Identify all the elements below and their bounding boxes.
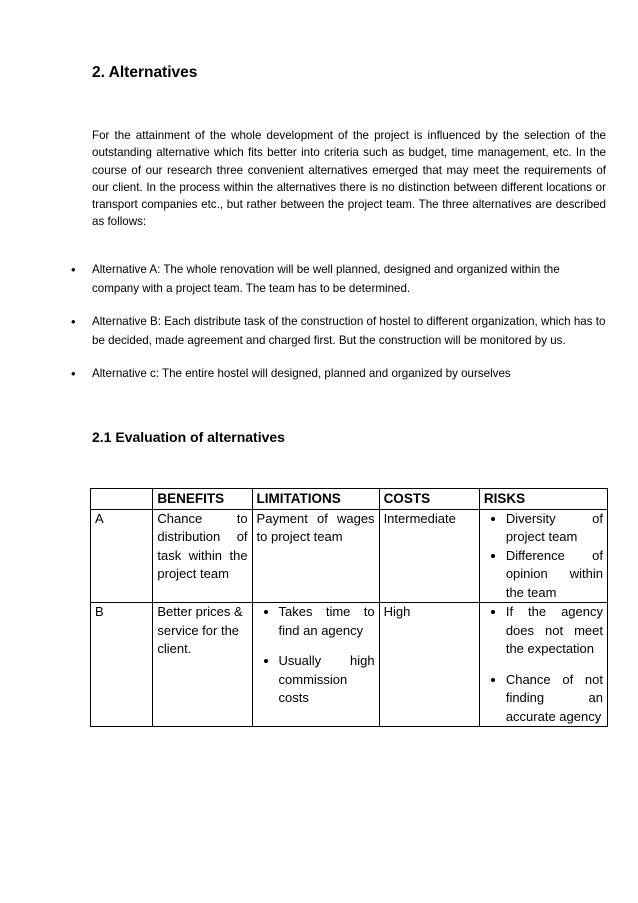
intro-paragraph: For the attainment of the whole development of the project is influenced by the selection of the outstanding alternative which fits better into criteria such as budget, time management, etc. In the course of our research three convenient alternatives emerged that may meet the requirements of our client. In the process within the alternatives there is no distinction between different locations or transport companies etc., but rather between the project team. The three alternatives are described as follows: (92, 129, 606, 229)
header-blank (91, 489, 153, 510)
limitations-cell (252, 603, 379, 727)
risk-item: • Chance of not finding an accurate agency (506, 671, 603, 727)
header-benefits: BENEFITS (153, 489, 252, 510)
limitations-cell: Payment of wages to project team (252, 509, 379, 603)
alternative-a: • Alternative A: The whole renovation will be well planned, designed and organized within the company with a project team. The team has to be determined. (62, 260, 607, 298)
table-row (91, 603, 608, 727)
alternative-c: • Alternative c: The entire hostel will designed, planned and organized by ourselves (62, 364, 607, 383)
section-title: 2. Alternatives (92, 64, 198, 81)
table-header-row (91, 489, 608, 510)
risk-item: • Difference of opinion within the team (506, 547, 603, 603)
header-costs: COSTS (379, 489, 479, 510)
alternative-b: • Alternative B: Each distribute task of the construction of hostel to different organization, which has to be decided, made agreement and charged first. But the construction will be monitored by us. (62, 312, 607, 350)
risks-cell (479, 603, 607, 727)
header-limitations: LIMITATIONS (252, 489, 379, 510)
row-label: A (91, 509, 153, 603)
risk-item: • If the agency does not meet the expectation (506, 603, 603, 659)
row-label: B (91, 603, 153, 727)
risks-cell (479, 509, 607, 603)
alternatives-list (62, 260, 607, 397)
risk-item: • Diversity of project team (506, 510, 603, 547)
limitation-item: • Takes time to find an agency (279, 603, 375, 640)
evaluation-title: 2.1 Evaluation of alternatives (92, 429, 285, 445)
benefits-cell: Chance to distribution of task within the project team (153, 509, 252, 603)
header-risks: RISKS (479, 489, 607, 510)
table-row (91, 509, 608, 603)
costs-cell: High (379, 603, 479, 727)
limitation-item: • Usually high commission costs (279, 652, 375, 708)
benefits-cell: Better prices & service for the client. (153, 603, 252, 727)
costs-cell: Intermediate (379, 509, 479, 603)
evaluation-table (90, 488, 608, 727)
